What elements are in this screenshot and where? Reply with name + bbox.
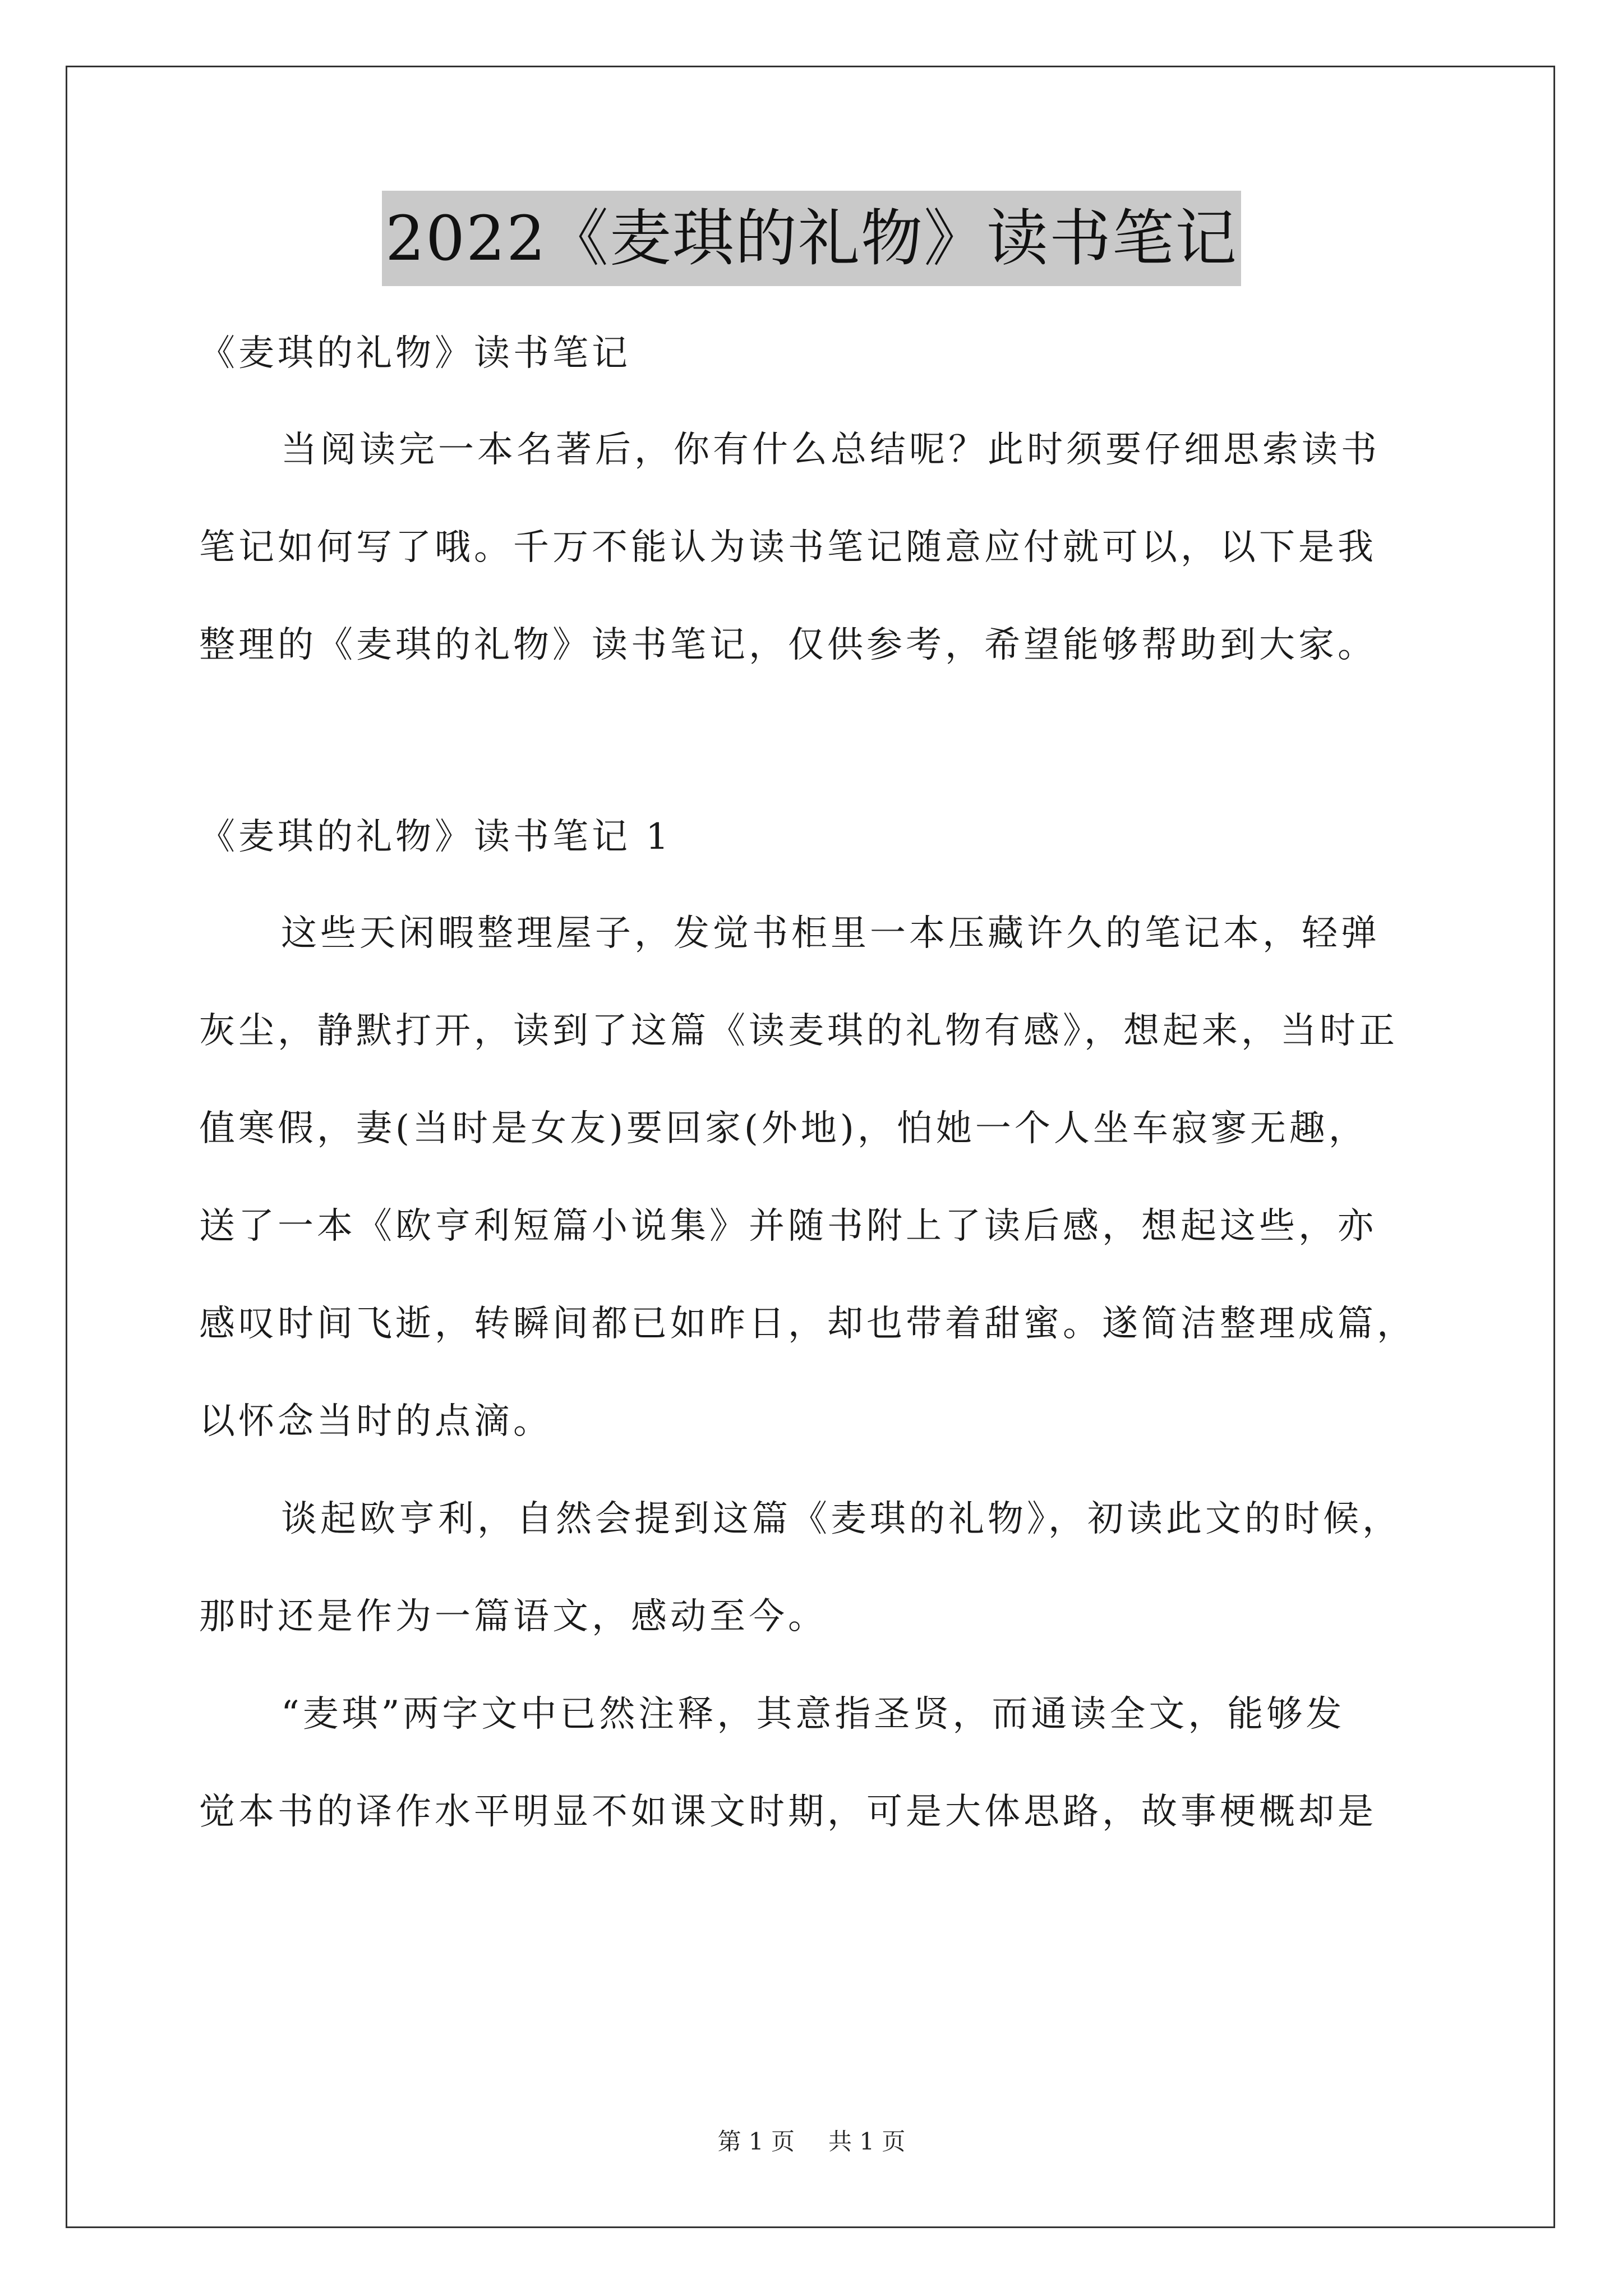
intro-paragraph	[199, 427, 1433, 668]
paragraph-line: 谈起欧亨利，自然会提到这篇《麦琪的礼物》，初读此文的时候，	[281, 1498, 1401, 1540]
intro-line: 笔记如何写了哦。千万不能认为读书笔记随意应付就可以，以下是我	[199, 527, 1377, 568]
paragraph-line: 觉本书的译作水平明显不如课文时期，可是大体思路，故事梗概却是	[199, 1791, 1377, 1833]
paragraph-line: 那时还是作为一篇语文，感动至今。	[199, 1596, 827, 1637]
paragraph-line: 感叹时间飞逝，转瞬间都已如昨日，却也带着甜蜜。遂简洁整理成篇，	[199, 1303, 1416, 1345]
paragraph-line: 灰尘，静默打开，读到了这篇《读麦琪的礼物有感》，想起来，当时正	[199, 1010, 1398, 1052]
page-total: 共 1 页	[828, 2128, 906, 2155]
document-title: 2022《麦琪的礼物》读书笔记	[382, 191, 1241, 286]
subtitle: 《麦琪的礼物》读书笔记	[199, 333, 631, 374]
section-heading: 《麦琪的礼物》读书笔记 1	[199, 816, 672, 858]
page-footer	[0, 2126, 1623, 2157]
body-paragraph-1	[199, 911, 1433, 1444]
paragraph-line: 送了一本《欧亨利短篇小说集》并随书附上了读后感，想起这些，亦	[199, 1205, 1377, 1247]
body-paragraph-2	[199, 1497, 1433, 1639]
paragraph-line: 值寒假，妻(当时是女友)要回家(外地)，怕她一个人坐车寂寥无趣，	[199, 1108, 1368, 1149]
intro-line: 整理的《麦琪的礼物》读书笔记，仅供参考，希望能够帮助到大家。	[199, 624, 1377, 666]
body-paragraph-3	[199, 1692, 1433, 1834]
intro-line: 当阅读完一本名著后，你有什么总结呢？此时须要仔细思索读书	[281, 429, 1380, 471]
page-number: 第 1 页	[717, 2128, 795, 2155]
paragraph-line: 这些天闲暇整理屋子，发觉书柜里一本压藏许久的笔记本，轻弹	[281, 913, 1380, 954]
paragraph-line: 以怀念当时的点滴。	[199, 1401, 552, 1442]
title-container	[0, 191, 1623, 286]
document-body	[199, 306, 1433, 1834]
paragraph-line: “麦琪”两字文中已然注释，其意指圣贤，而通读全文，能够发	[281, 1694, 1345, 1735]
